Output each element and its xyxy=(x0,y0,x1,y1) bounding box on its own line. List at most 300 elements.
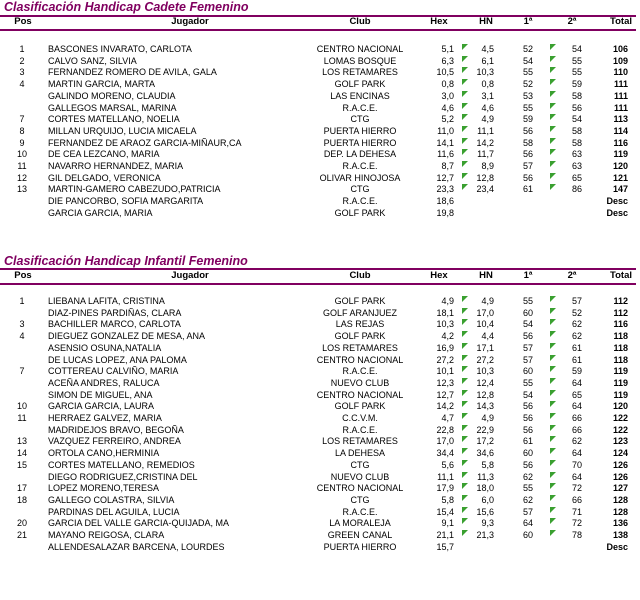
hn-cell: 15,6 xyxy=(476,506,494,517)
total-cell: 110 xyxy=(613,67,628,78)
hn-flag-icon xyxy=(462,530,468,536)
total-cell: 112 xyxy=(613,296,628,306)
round-2-cell: 54 xyxy=(571,114,582,125)
round-2-flag-icon xyxy=(550,114,556,120)
total-cell: 119 xyxy=(613,366,628,377)
round-2-cell: 78 xyxy=(571,530,582,540)
total-cell: 126 xyxy=(612,459,628,470)
table-row xyxy=(0,331,640,342)
total-cell: 114 xyxy=(613,125,628,136)
total-cell: 118 xyxy=(613,342,628,353)
club-cell: OLIVAR HINOJOSA xyxy=(319,172,401,183)
player-name-cell: MADRIDEJOS BRAVO, BEGOÑA xyxy=(48,424,184,435)
player-name-cell: GALLEGO COLASTRA, SILVIA xyxy=(48,494,175,505)
round-1-cell: 62 xyxy=(522,471,533,482)
hn-flag-icon xyxy=(462,448,468,454)
round-1-cell: 56 xyxy=(522,413,533,423)
round-2-cell: 66 xyxy=(571,424,582,435)
round-2-flag-icon xyxy=(550,495,556,501)
total-cell: 119 xyxy=(613,377,628,388)
hn-flag-icon xyxy=(462,436,468,442)
position-cell: 2 xyxy=(19,55,25,66)
round-1-cell: 61 xyxy=(522,436,533,447)
total-cell: 111 xyxy=(613,90,628,101)
hex-cell: 4,7 xyxy=(441,413,454,423)
round-2-flag-icon xyxy=(550,296,556,302)
hex-cell: 10,1 xyxy=(436,366,454,377)
position-cell: 15 xyxy=(16,459,27,470)
club-cell: GOLF PARK xyxy=(334,207,386,218)
round-2-cell: 71 xyxy=(571,506,582,517)
position-cell: 4 xyxy=(19,331,25,342)
position-cell: 17 xyxy=(16,483,27,494)
club-cell: LOS RETAMARES xyxy=(322,436,398,447)
header-underline xyxy=(0,283,636,285)
club-cell: R.A.C.E. xyxy=(342,161,378,171)
total-cell: 128 xyxy=(612,494,628,505)
player-name-cell: ORTOLA CANO,HERMINIA xyxy=(48,448,160,459)
hex-cell: 10,3 xyxy=(436,319,454,330)
hn-cell: 10,3 xyxy=(476,67,494,78)
table-row xyxy=(0,425,640,436)
table-row xyxy=(0,67,640,78)
hn-cell: 34,6 xyxy=(476,448,494,459)
round-2-cell: 66 xyxy=(571,494,582,505)
table-row xyxy=(0,196,640,207)
round-2-cell: 70 xyxy=(571,459,582,470)
table-row xyxy=(0,56,640,67)
table-row xyxy=(0,378,640,389)
total-cell: 112 xyxy=(613,307,628,318)
table-row xyxy=(0,460,640,471)
club-cell: LOS RETAMARES xyxy=(322,67,398,78)
club-cell: NUEVO CLUB xyxy=(330,377,390,388)
position-cell: 13 xyxy=(16,184,27,195)
round-2-flag-icon xyxy=(550,436,556,442)
total-cell: 121 xyxy=(612,172,628,183)
club-cell: NUEVO CLUB xyxy=(330,471,390,482)
round-1-cell: 54 xyxy=(522,319,533,330)
player-name-cell: DE CEA LEZCANO, MARIA xyxy=(48,149,160,160)
hn-cell: 4,5 xyxy=(481,44,494,54)
round-2-cell: 61 xyxy=(571,354,582,365)
hn-cell: 18,0 xyxy=(476,483,494,494)
round-1-cell: 57 xyxy=(522,506,533,517)
hn-flag-icon xyxy=(462,355,468,361)
hex-cell: 12,7 xyxy=(436,172,454,183)
round-2-cell: 58 xyxy=(571,137,582,148)
player-name-cell: GALLEGOS MARSAL, MARINA xyxy=(48,102,177,113)
round-2-cell: 56 xyxy=(571,102,582,113)
round-2-flag-icon xyxy=(550,472,556,478)
round-1-cell: 56 xyxy=(522,172,533,183)
player-name-cell: MILLAN URQUIJO, LUCIA MICAELA xyxy=(48,125,197,136)
round-2-cell: 63 xyxy=(571,161,582,171)
round-2-flag-icon xyxy=(550,378,556,384)
player-name-cell: NAVARRO HERNANDEZ, MARIA xyxy=(48,161,184,171)
total-cell: 119 xyxy=(613,389,628,400)
club-cell: LA DEHESA xyxy=(334,448,386,459)
round-1-cell: 54 xyxy=(522,389,533,400)
position-cell: 7 xyxy=(19,114,25,125)
club-cell: LOS RETAMARES xyxy=(322,342,398,353)
hex-cell: 23,3 xyxy=(436,184,454,195)
club-cell: CTG xyxy=(350,184,370,195)
position-cell: 7 xyxy=(19,366,25,377)
round-1-cell: 56 xyxy=(522,459,533,470)
round-2-flag-icon xyxy=(550,448,556,454)
header-pos: Pos xyxy=(14,270,32,281)
round-1-cell: 56 xyxy=(522,149,533,160)
hn-flag-icon xyxy=(462,401,468,407)
player-name-cell: ALLENDESALAZAR BARCENA, LOURDES xyxy=(48,541,225,552)
total-cell: 118 xyxy=(613,331,628,342)
position-cell: 3 xyxy=(19,67,25,78)
hn-cell: 5,8 xyxy=(481,459,494,470)
hex-cell: 34,4 xyxy=(436,448,454,459)
round-2-cell: 65 xyxy=(571,172,582,183)
round-2-flag-icon xyxy=(550,56,556,62)
hex-cell: 9,1 xyxy=(441,518,454,529)
total-cell: 111 xyxy=(613,79,628,90)
club-cell: LAS REJAS xyxy=(335,319,385,330)
hn-flag-icon xyxy=(462,472,468,478)
round-2-flag-icon xyxy=(550,460,556,466)
club-cell: GOLF ARANJUEZ xyxy=(322,307,397,318)
total-cell: 113 xyxy=(613,114,628,125)
hn-flag-icon xyxy=(462,184,468,190)
column-header-row xyxy=(0,270,640,282)
total-cell: 122 xyxy=(612,424,628,435)
player-name-cell: CALVO SANZ, SILVIA xyxy=(48,55,137,66)
table-row xyxy=(0,208,640,219)
table-row xyxy=(0,184,640,195)
round-2-cell: 64 xyxy=(571,448,582,459)
section-title: Clasificación Handicap Cadete Femenino xyxy=(4,0,249,14)
round-2-flag-icon xyxy=(550,161,556,167)
player-name-cell: GALINDO MORENO, CLAUDIA xyxy=(48,90,176,101)
round-2-flag-icon xyxy=(550,331,556,337)
player-name-cell: ACEÑA ANDRES, RALUCA xyxy=(48,377,160,388)
club-cell: CTG xyxy=(350,459,370,470)
header-round-1: 1ª xyxy=(523,16,533,27)
table-row xyxy=(0,401,640,412)
round-2-cell: 62 xyxy=(571,436,582,447)
club-cell: CENTRO NACIONAL xyxy=(316,354,404,365)
hex-cell: 11,6 xyxy=(437,149,454,160)
hex-cell: 5,6 xyxy=(441,459,454,470)
table-row xyxy=(0,126,640,137)
club-cell: R.A.C.E. xyxy=(342,196,378,207)
hex-cell: 27,2 xyxy=(436,354,454,365)
table-row xyxy=(0,343,640,354)
hex-cell: 4,2 xyxy=(441,331,454,342)
club-cell: GOLF PARK xyxy=(334,401,386,412)
header-hn: HN xyxy=(479,16,493,27)
hn-flag-icon xyxy=(462,495,468,501)
player-name-cell: DIEGO RODRIGUEZ,CRISTINA DEL xyxy=(48,471,198,482)
club-cell: GOLF PARK xyxy=(334,79,386,90)
position-cell: 4 xyxy=(19,79,25,90)
round-2-flag-icon xyxy=(550,308,556,314)
total-cell: 123 xyxy=(612,436,628,447)
total-cell: 118 xyxy=(613,354,628,365)
column-header-row xyxy=(0,16,640,28)
hn-flag-icon xyxy=(462,308,468,314)
hn-flag-icon xyxy=(462,366,468,372)
table-row xyxy=(0,114,640,125)
total-cell: 147 xyxy=(612,184,628,195)
player-name-cell: FERNANDEZ ROMERO DE AVILA, GALA xyxy=(48,67,217,78)
position-cell: 3 xyxy=(19,319,25,330)
position-cell: 1 xyxy=(19,296,25,306)
player-name-cell: SIMON DE MIGUEL, ANA xyxy=(48,389,153,400)
round-2-flag-icon xyxy=(550,530,556,536)
round-2-cell: 58 xyxy=(571,125,582,136)
hn-flag-icon xyxy=(462,390,468,396)
player-name-cell: CORTES MATELLANO, NOELIA xyxy=(48,114,180,125)
player-name-cell: COTTEREAU CALVIÑO, MARIA xyxy=(48,366,179,377)
table-row xyxy=(0,542,640,553)
hex-cell: 8,7 xyxy=(441,161,454,171)
hn-cell: 17,1 xyxy=(476,342,494,353)
total-cell: 119 xyxy=(613,149,628,160)
total-cell: Desc xyxy=(606,541,628,552)
player-name-cell: DE LUCAS LOPEZ, ANA PALOMA xyxy=(48,354,187,365)
round-1-cell: 52 xyxy=(522,79,533,90)
hn-flag-icon xyxy=(462,44,468,50)
header-player: Jugador xyxy=(171,270,209,281)
total-cell: 111 xyxy=(613,102,628,113)
hn-cell: 4,9 xyxy=(481,114,494,125)
round-2-cell: 62 xyxy=(571,331,582,342)
round-2-cell: 58 xyxy=(571,90,582,101)
total-cell: 120 xyxy=(612,161,628,171)
table-row xyxy=(0,319,640,330)
round-1-cell: 55 xyxy=(522,483,533,494)
round-2-flag-icon xyxy=(550,67,556,73)
position-cell: 10 xyxy=(16,149,27,160)
section-title: Clasificación Handicap Infantil Femenino xyxy=(4,254,248,268)
hn-cell: 17,2 xyxy=(476,436,494,447)
hex-cell: 11,0 xyxy=(437,125,454,136)
position-cell: 12 xyxy=(16,172,27,183)
round-1-cell: 57 xyxy=(522,342,533,353)
player-name-cell: MAYANO REIGOSA, CLARA xyxy=(48,530,165,540)
hn-cell: 8,9 xyxy=(481,161,494,171)
total-cell: 126 xyxy=(612,471,628,482)
header-hex: Hex xyxy=(430,270,448,281)
position-cell: 11 xyxy=(17,161,27,171)
header-round-1: 1ª xyxy=(523,270,533,281)
hn-flag-icon xyxy=(462,67,468,73)
position-cell: 8 xyxy=(19,125,25,136)
hn-cell: 0,8 xyxy=(481,79,494,90)
table-row xyxy=(0,472,640,483)
header-round-2: 2ª xyxy=(567,270,577,281)
round-2-cell: 54 xyxy=(571,44,582,54)
hn-cell: 10,3 xyxy=(476,366,494,377)
hn-flag-icon xyxy=(462,103,468,109)
table-row xyxy=(0,138,640,149)
round-2-flag-icon xyxy=(550,355,556,361)
round-1-cell: 59 xyxy=(522,114,533,125)
hn-cell: 21,3 xyxy=(476,530,494,540)
header-hex: Hex xyxy=(430,16,448,27)
hn-flag-icon xyxy=(462,483,468,489)
club-cell: CTG xyxy=(350,114,370,125)
hn-cell: 6,0 xyxy=(481,494,494,505)
club-cell: R.A.C.E. xyxy=(342,102,378,113)
club-cell: GOLF PARK xyxy=(334,331,386,342)
hn-cell: 4,9 xyxy=(481,413,494,423)
hn-cell: 22,9 xyxy=(476,424,494,435)
club-cell: R.A.C.E. xyxy=(342,366,378,377)
position-cell: 10 xyxy=(16,401,27,412)
total-cell: 109 xyxy=(612,55,628,66)
round-1-cell: 55 xyxy=(522,67,533,78)
hex-cell: 19,8 xyxy=(436,207,454,218)
hex-cell: 15,7 xyxy=(436,541,454,552)
round-1-cell: 60 xyxy=(522,307,533,318)
position-cell: 11 xyxy=(17,413,27,423)
hex-cell: 12,7 xyxy=(436,389,454,400)
round-1-cell: 55 xyxy=(522,102,533,113)
header-hn: HN xyxy=(479,270,493,281)
hex-cell: 0,8 xyxy=(441,79,454,90)
total-cell: 124 xyxy=(612,448,628,459)
table-row xyxy=(0,530,640,541)
player-name-cell: MARTIN GARCIA, MARTA xyxy=(48,79,156,90)
player-name-cell: GIL DELGADO, VERONICA xyxy=(48,172,161,183)
hn-flag-icon xyxy=(462,296,468,302)
player-name-cell: ASENSIO OSUNA,NATALIA xyxy=(48,342,162,353)
hn-flag-icon xyxy=(462,56,468,62)
club-cell: CENTRO NACIONAL xyxy=(316,389,404,400)
round-1-cell: 61 xyxy=(522,184,533,195)
round-2-flag-icon xyxy=(550,126,556,132)
round-1-cell: 53 xyxy=(522,90,533,101)
round-2-cell: 62 xyxy=(571,319,582,330)
round-2-cell: 64 xyxy=(571,471,582,482)
round-2-flag-icon xyxy=(550,413,556,419)
player-name-cell: FERNANDEZ DE ARAOZ GARCIA-MIÑAUR,CA xyxy=(48,137,242,148)
hex-cell: 21,1 xyxy=(436,530,454,540)
table-row xyxy=(0,91,640,102)
hn-flag-icon xyxy=(462,378,468,384)
round-2-cell: 52 xyxy=(571,307,582,318)
table-row xyxy=(0,495,640,506)
player-name-cell: DIEGUEZ GONZALEZ DE MESA, ANA xyxy=(48,331,206,342)
player-name-cell: PARDINAS DEL AGUILA, LUCIA xyxy=(48,506,180,517)
hn-flag-icon xyxy=(462,460,468,466)
hex-cell: 14,1 xyxy=(436,137,454,148)
hn-cell: 9,3 xyxy=(481,518,494,529)
hn-cell: 11,3 xyxy=(477,471,494,482)
player-name-cell: MARTIN-GAMERO CABEZUDO,PATRICIA xyxy=(48,184,221,195)
round-1-cell: 56 xyxy=(522,125,533,136)
round-2-cell: 66 xyxy=(571,413,582,423)
club-cell: CENTRO NACIONAL xyxy=(316,44,404,54)
position-cell: 1 xyxy=(19,44,25,54)
hex-cell: 10,5 xyxy=(436,67,454,78)
player-name-cell: GARCIA GARCIA, LAURA xyxy=(48,401,155,412)
club-cell: GREEN CANAL xyxy=(327,530,393,540)
round-2-flag-icon xyxy=(550,390,556,396)
round-2-cell: 64 xyxy=(571,377,582,388)
round-2-flag-icon xyxy=(550,518,556,524)
hn-flag-icon xyxy=(462,331,468,337)
position-cell: 13 xyxy=(16,436,27,447)
hn-cell: 4,6 xyxy=(481,102,494,113)
round-1-cell: 56 xyxy=(522,331,533,342)
table-row xyxy=(0,44,640,55)
player-name-cell: VAZQUEZ FERREIRO, ANDREA xyxy=(48,436,181,447)
table-row xyxy=(0,366,640,377)
hex-cell: 22,8 xyxy=(436,424,454,435)
round-2-cell: 86 xyxy=(571,184,582,195)
table-row xyxy=(0,173,640,184)
player-name-cell: GARCIA GARCIA, MARIA xyxy=(48,207,153,218)
round-2-flag-icon xyxy=(550,173,556,179)
round-2-cell: 72 xyxy=(571,518,582,529)
round-1-cell: 52 xyxy=(522,44,533,54)
player-name-cell: BASCONES INVARATO, CARLOTA xyxy=(48,44,192,54)
round-2-flag-icon xyxy=(550,184,556,190)
hex-cell: 3,0 xyxy=(441,90,454,101)
hn-flag-icon xyxy=(462,138,468,144)
hn-flag-icon xyxy=(462,518,468,524)
hn-cell: 14,3 xyxy=(476,401,494,412)
hn-flag-icon xyxy=(462,126,468,132)
header-total: Total xyxy=(610,270,632,281)
position-cell: 20 xyxy=(16,518,27,529)
table-row xyxy=(0,436,640,447)
round-1-cell: 58 xyxy=(522,137,533,148)
player-name-cell: GARCIA DEL VALLE GARCIA-QUIJADA, MA xyxy=(48,518,230,529)
club-cell: C.C.V.M. xyxy=(342,413,378,423)
hex-cell: 6,3 xyxy=(441,55,454,66)
table-row xyxy=(0,103,640,114)
hn-flag-icon xyxy=(462,79,468,85)
table-row xyxy=(0,390,640,401)
hn-cell: 17,0 xyxy=(476,307,494,318)
hn-cell: 27,2 xyxy=(476,354,494,365)
position-cell: 14 xyxy=(16,448,27,459)
round-2-flag-icon xyxy=(550,343,556,349)
hex-cell: 18,6 xyxy=(436,196,454,207)
hex-cell: 15,4 xyxy=(436,506,454,517)
club-cell: CTG xyxy=(350,494,370,505)
player-name-cell: HERRAEZ GALVEZ, MARIA xyxy=(48,413,162,423)
club-cell: PUERTA HIERRO xyxy=(323,125,397,136)
hn-flag-icon xyxy=(462,425,468,431)
player-name-cell: LOPEZ MORENO,TERESA xyxy=(48,483,160,494)
total-cell: 116 xyxy=(613,319,628,330)
round-1-cell: 64 xyxy=(522,518,533,529)
round-2-cell: 55 xyxy=(571,55,582,66)
table-row xyxy=(0,518,640,529)
player-name-cell: DIAZ-PINES PARDIÑAS, CLARA xyxy=(48,307,182,318)
club-cell: GOLF PARK xyxy=(334,296,386,306)
hex-cell: 16,9 xyxy=(436,342,454,353)
round-1-cell: 56 xyxy=(522,424,533,435)
round-2-flag-icon xyxy=(550,138,556,144)
total-cell: 128 xyxy=(612,506,628,517)
round-2-cell: 59 xyxy=(571,366,582,377)
total-cell: 116 xyxy=(613,137,628,148)
round-1-cell: 62 xyxy=(522,494,533,505)
